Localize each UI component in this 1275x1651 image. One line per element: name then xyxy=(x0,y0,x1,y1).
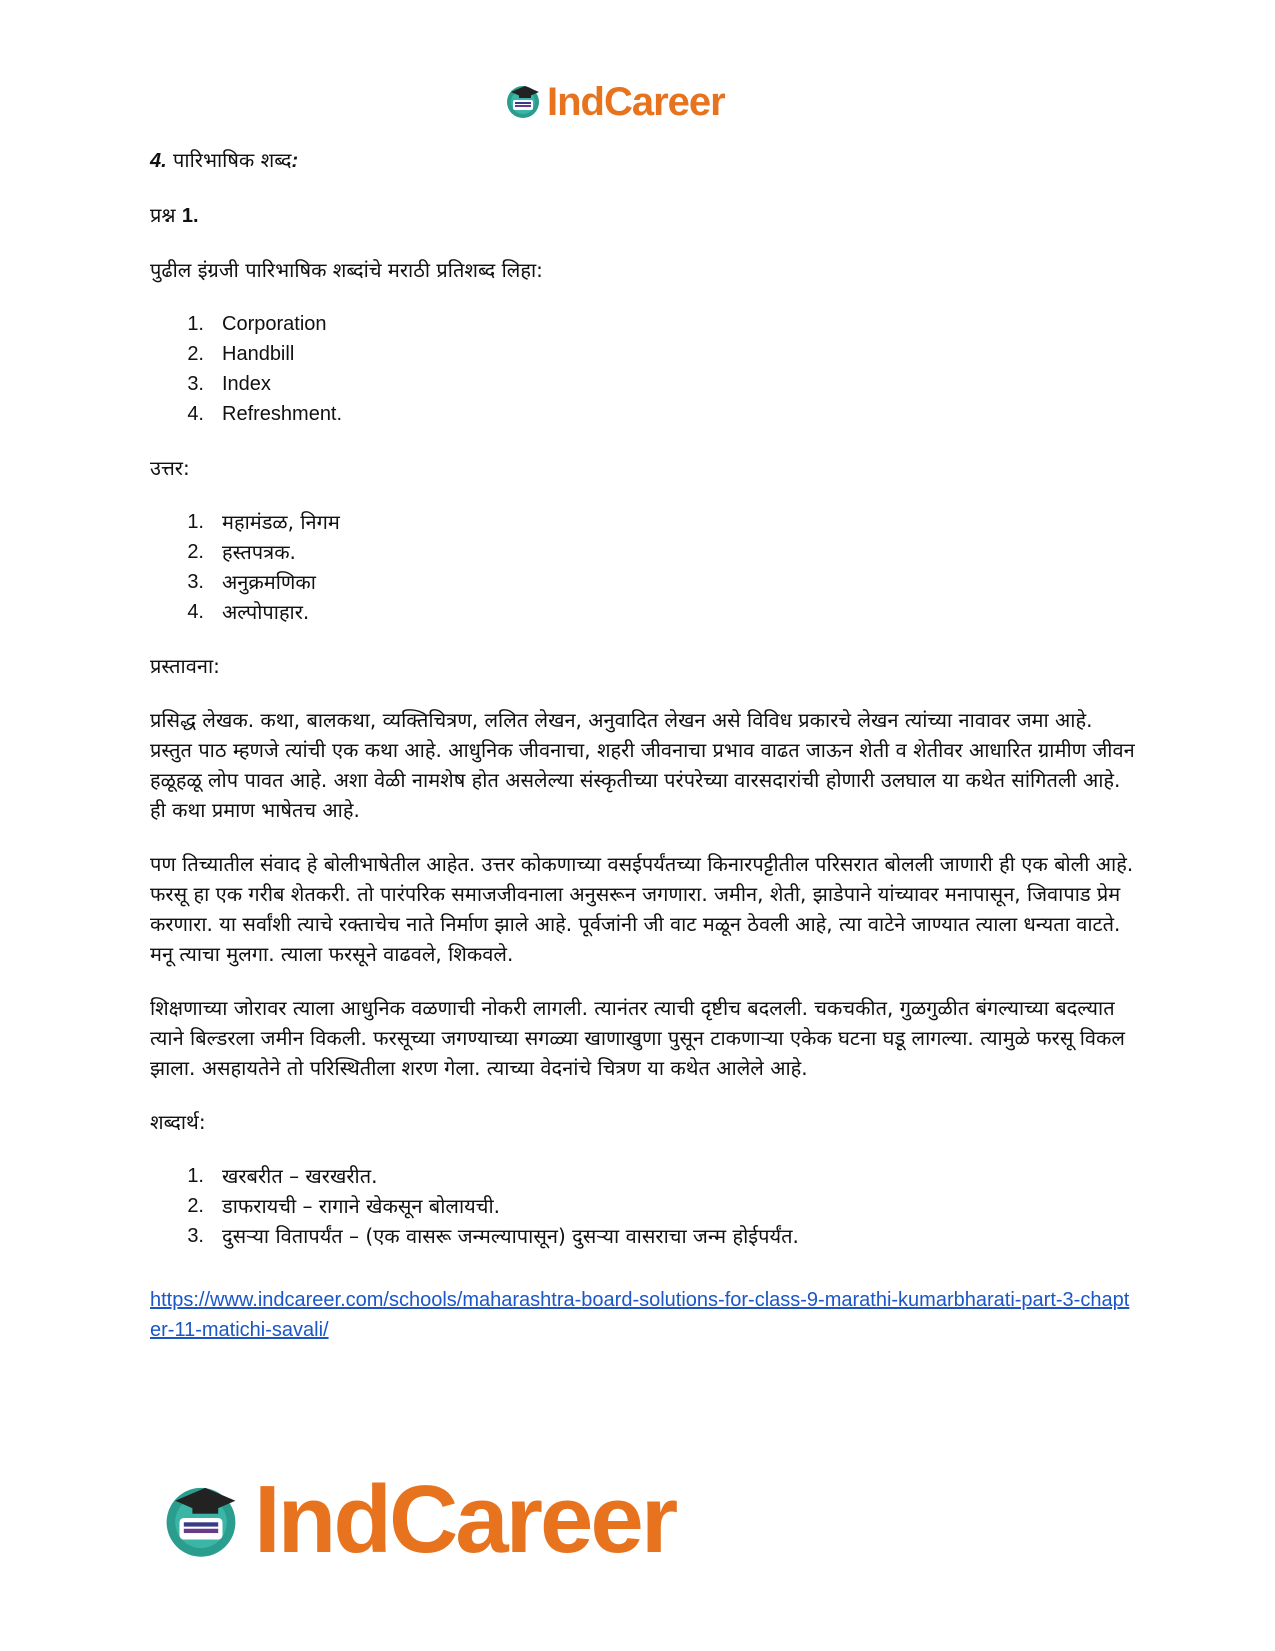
list-number: 3. xyxy=(187,1225,204,1247)
list-item xyxy=(150,369,1140,399)
intro-label: प्रस्तावना: xyxy=(150,654,220,678)
list-number: 3. xyxy=(187,373,204,395)
list-number: 4. xyxy=(187,601,204,623)
section-heading xyxy=(150,145,1140,176)
section-colon: : xyxy=(291,150,299,172)
list-number: 2. xyxy=(187,1195,204,1217)
answer-text: अल्पोपाहार. xyxy=(222,600,310,624)
document-body xyxy=(150,145,1140,1345)
list-number: 1. xyxy=(187,1165,204,1187)
indcareer-logo-footer[interactable] xyxy=(158,1465,675,1575)
section-title: पारिभाषिक शब्द xyxy=(173,148,292,172)
logo-wordmark: IndCareer xyxy=(547,79,725,124)
answers-list xyxy=(150,507,1140,627)
paragraph: शिक्षणाच्या जोरावर त्याला आधुनिक वळणाची नोकरी लागली. त्यानंतर त्याची दृष्टीच बदलली. चकचकीत, गुळगुळीत बंगल्याच्या बदल्यात त्याने बिल्डरला जमीन विकली. फरसूच्या जगण्याच्या सगळ्या खाणाखुणा पुसून टाकणाऱ्या एकेक घटना घडू लागल्या. त्यामुळे फरसू विकल झाला. असहायतेने तो परिस्थितीला शरण गेला. त्याच्या वेदनांचे चित्रण या कथेत आलेले आहे. xyxy=(150,996,1125,1080)
list-item xyxy=(150,1161,1140,1191)
list-item xyxy=(150,597,1140,627)
list-number: 4. xyxy=(187,403,204,425)
question-heading xyxy=(150,200,1140,231)
answer-label: उत्तर: xyxy=(150,456,190,480)
answer-text: महामंडळ, निगम xyxy=(222,510,340,534)
term-text: Refreshment. xyxy=(222,403,343,425)
list-number: 2. xyxy=(187,343,204,365)
paragraph: प्रसिद्ध लेखक. कथा, बालकथा, व्यक्तिचित्रण, ललित लेखन, अनुवादित लेखन असे विविध प्रकारचे लेखन त्यांच्या नावावर जमा आहे. प्रस्तुत पाठ म्हणजे त्यांची एक कथा आहे. आधुनिक जीवनाचा, शहरी जीवनाचा प्रभाव वाढत जाऊन शेती व शेतीवर आधारित ग्रामीण जीवन हळूहळू लोप पावत आहे. अशा वेळी नामशेष होत असलेल्या संस्कृतीच्या परंपरेच्या वारसदारांची होणारी उलघाल या कथेत सांगितली आहे. ही कथा प्रमाण भाषेतच आहे. xyxy=(150,708,1135,822)
terms-list xyxy=(150,309,1140,429)
list-number: 2. xyxy=(187,541,204,563)
graduation-globe-icon xyxy=(158,1475,244,1565)
term-text: Handbill xyxy=(222,343,295,365)
list-item xyxy=(150,1221,1140,1251)
glossary-text: खरबरीत – खरखरीत. xyxy=(222,1164,378,1188)
list-item xyxy=(150,309,1140,339)
section-number: 4. xyxy=(150,150,167,172)
list-number: 1. xyxy=(187,511,204,533)
question-number: 1. xyxy=(181,205,199,227)
list-item xyxy=(150,507,1140,537)
instruction-text: पुढील इंग्रजी पारिभाषिक शब्दांचे मराठी प्रतिशब्द लिहा: xyxy=(150,258,543,282)
list-item xyxy=(150,339,1140,369)
answer-text: अनुक्रमणिका xyxy=(222,570,316,594)
source-link[interactable]: https://www.indcareer.com/schools/maharashtra-board-solutions-for-class-9-marathi-kumarbharati-part-3-chapter-11-matichi-savali/ xyxy=(150,1289,1130,1341)
glossary-list xyxy=(150,1161,1140,1251)
list-item xyxy=(150,399,1140,429)
glossary-text: डाफरायची – रागाने खेकसून बोलायची. xyxy=(222,1194,500,1218)
paragraph: पण तिच्यातील संवाद हे बोलीभाषेतील आहेत. उत्तर कोकणाच्या वसईपर्यंतच्या किनारपट्टीतील परिसरात बोलली जाणारी ही एक बोली आहे. फरसू हा एक गरीब शेतकरी. तो पारंपरिक समाजजीवनाला अनुसरून जगणारा. जमीन, शेती, झाडेपाने यांच्यावर मनापासून, जिवापाड प्रेम करणारा. या सर्वांशी त्याचे रक्ताचेच नाते निर्माण झाले आहे. पूर्वजांनी जी वाट मळून ठेवली आहे, त्या वाटेने जाण्यात त्याला धन्यता वाटते. मनू त्याचा मुलगा. त्याला फरसूने वाढवले, शिकवले. xyxy=(150,852,1134,966)
logo-wordmark: IndCareer xyxy=(254,1466,676,1573)
term-text: Index xyxy=(222,373,271,395)
list-item xyxy=(150,537,1140,567)
list-item xyxy=(150,1191,1140,1221)
graduation-globe-icon xyxy=(503,80,543,124)
glossary-text: दुसऱ्या वितापर्यंत – (एक वासरू जन्मल्यापासून) दुसऱ्या वासराचा जन्म होईपर्यंत. xyxy=(222,1224,799,1248)
glossary-label: शब्दार्थ: xyxy=(150,1110,206,1134)
list-number: 1. xyxy=(187,313,204,335)
answer-text: हस्तपत्रक. xyxy=(222,540,296,564)
list-item xyxy=(150,567,1140,597)
term-text: Corporation xyxy=(222,313,327,335)
list-number: 3. xyxy=(187,571,204,593)
indcareer-logo-header[interactable] xyxy=(503,80,725,124)
question-label: प्रश्न xyxy=(150,203,176,227)
